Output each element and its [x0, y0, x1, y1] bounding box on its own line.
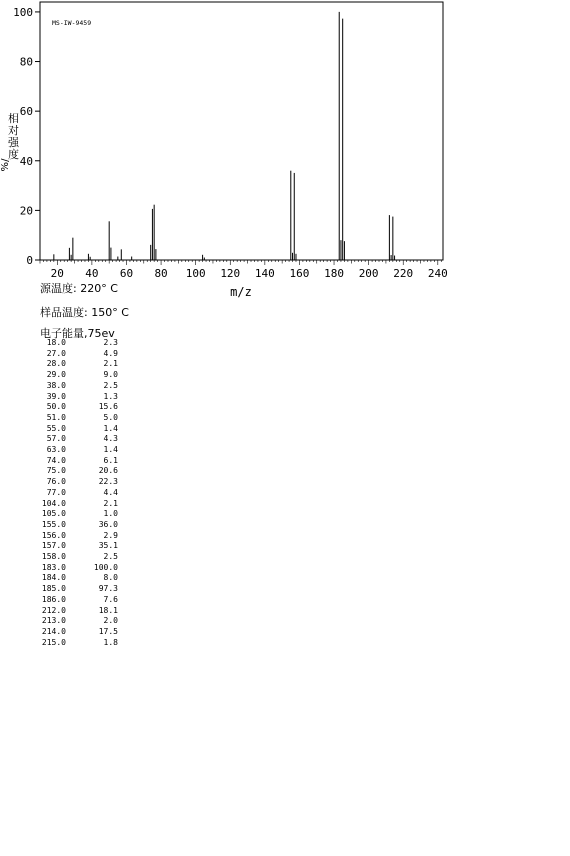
x-axis-ticks: [40, 260, 448, 280]
peak-mz: 27.0: [46, 348, 66, 358]
peak-table-row: [38, 573, 118, 584]
y-tick-label: 80: [19, 55, 33, 69]
x-tick-label: 60: [119, 267, 134, 280]
peak-table-row: [38, 499, 118, 510]
peak-intensity: 1.8: [103, 637, 118, 647]
peak-intensity: 1.4: [103, 445, 118, 455]
x-tick-label: 100: [185, 267, 206, 280]
x-tick-label: 120: [220, 267, 241, 280]
y-axis-label: [0, 111, 20, 171]
peak-mz: 105.0: [41, 509, 66, 519]
peak-table-row: [38, 424, 118, 435]
peak-intensity: 9.0: [103, 370, 118, 380]
peak-intensity: 1.3: [103, 391, 118, 401]
peak-mz: 183.0: [41, 562, 66, 572]
peak-mz: 75.0: [46, 466, 66, 476]
peak-intensity: 2.0: [103, 616, 118, 626]
y-tick-label: 0: [26, 254, 33, 267]
peak-mz: 213.0: [41, 616, 66, 626]
peak-table-row: [38, 627, 118, 638]
peak-mz: 156.0: [41, 530, 66, 540]
y-tick-label: 100: [13, 5, 33, 19]
y-axis-unit: %/: [0, 158, 11, 172]
plot-frame: [40, 2, 443, 260]
peak-mz: 76.0: [46, 477, 66, 487]
peak-table: [38, 338, 118, 648]
peak-intensity: 4.4: [103, 487, 118, 497]
peak-intensity: 4.9: [103, 348, 118, 358]
peak-table-row: [38, 381, 118, 392]
peak-mz: 51.0: [46, 412, 66, 422]
peak-mz: 158.0: [41, 552, 66, 562]
peak-intensity: 1.4: [103, 423, 118, 433]
peak-intensity: 36.0: [98, 519, 118, 529]
peak-mz: 74.0: [46, 455, 66, 465]
peak-table-row: [38, 445, 118, 456]
peak-table-row: [38, 531, 118, 542]
x-axis-label: m/z: [230, 285, 252, 299]
peak-mz: 214.0: [41, 626, 66, 636]
peak-mz: 186.0: [41, 594, 66, 604]
peak-intensity: 15.6: [98, 402, 118, 412]
peak-table-row: [38, 595, 118, 606]
peak-table-row: [38, 606, 118, 617]
peak-table-row: [38, 434, 118, 445]
electron-energy: 电子能量,75ev: [40, 327, 115, 340]
x-tick-label: 40: [85, 267, 99, 280]
y-tick-label: 20: [19, 204, 33, 218]
mass-spectrum-chart: [0, 0, 570, 300]
peak-mz: 28.0: [46, 359, 66, 369]
peak-table-row: [38, 477, 118, 488]
peak-intensity: 22.3: [98, 477, 118, 487]
peak-intensity: 17.5: [98, 626, 118, 636]
x-tick-label: 240: [427, 267, 448, 280]
peak-table-row: [38, 552, 118, 563]
peak-mz: 184.0: [41, 573, 66, 583]
peak-table-row: [38, 616, 118, 627]
peak-table-row: [38, 349, 118, 360]
peak-mz: 39.0: [46, 391, 66, 401]
peak-mz: 18.0: [46, 338, 66, 347]
peak-mz: 185.0: [41, 584, 66, 594]
peak-table-row: [38, 541, 118, 552]
y-tick-label: 40: [19, 154, 33, 168]
y-tick-label: 60: [19, 105, 33, 119]
peak-intensity: 2.9: [103, 530, 118, 540]
peak-intensity: 35.1: [98, 541, 118, 551]
peak-mz: 157.0: [41, 541, 66, 551]
peak-table-row: [38, 338, 118, 349]
peak-mz: 155.0: [41, 519, 66, 529]
peak-table-row: [38, 638, 118, 649]
peak-mz: 104.0: [41, 498, 66, 508]
peak-mz: 77.0: [46, 487, 66, 497]
peak-intensity: 6.1: [103, 455, 118, 465]
x-tick-label: 180: [324, 267, 344, 280]
peak-intensity: 18.1: [98, 605, 118, 615]
peak-intensity: 2.5: [103, 552, 118, 562]
spectrum-peaks: [54, 12, 395, 260]
peak-table-row: [38, 488, 118, 499]
x-tick-label: 220: [393, 267, 414, 280]
x-tick-label: 140: [254, 267, 275, 280]
peak-mz: 57.0: [46, 434, 66, 444]
x-tick-label: 20: [50, 267, 64, 280]
peak-table-row: [38, 392, 118, 403]
x-tick-label: 160: [289, 267, 310, 280]
peak-intensity: 2.1: [103, 498, 118, 508]
peak-intensity: 2.3: [103, 338, 118, 347]
peak-intensity: 100.0: [93, 562, 118, 572]
peak-table-row: [38, 359, 118, 370]
peak-intensity: 7.6: [103, 594, 118, 604]
peak-table-row: [38, 520, 118, 531]
peak-mz: 55.0: [46, 423, 66, 433]
peak-intensity: 20.6: [98, 466, 118, 476]
sample-temperature: 样品温度: 150° C: [40, 306, 129, 319]
peak-table-row: [38, 509, 118, 520]
peak-table-row: [38, 563, 118, 574]
peak-mz: 29.0: [46, 370, 66, 380]
peak-table-row: [38, 413, 118, 424]
peak-intensity: 5.0: [103, 412, 118, 422]
spectrum-id: MS-IW-9459: [52, 19, 92, 27]
peak-intensity: 2.5: [103, 380, 118, 390]
x-tick-label: 80: [154, 267, 168, 280]
peak-mz: 50.0: [46, 402, 66, 412]
peak-table-row: [38, 466, 118, 477]
peak-table-row: [38, 456, 118, 467]
peak-table-row: [38, 370, 118, 381]
peak-mz: 212.0: [41, 605, 66, 615]
peak-intensity: 8.0: [103, 573, 118, 583]
peak-mz: 38.0: [46, 380, 66, 390]
peak-table-row: [38, 402, 118, 413]
peak-intensity: 4.3: [103, 434, 118, 444]
peak-mz: 63.0: [46, 445, 66, 455]
peak-intensity: 1.0: [103, 509, 118, 519]
peak-intensity: 2.1: [103, 359, 118, 369]
peak-table-row: [38, 584, 118, 595]
peak-mz: 215.0: [41, 637, 66, 647]
source-temperature: 源温度: 220° C: [40, 282, 118, 295]
x-tick-label: 200: [358, 267, 379, 280]
peak-intensity: 97.3: [98, 584, 118, 594]
y-axis-label-cjk: 相对强度: [8, 112, 19, 161]
